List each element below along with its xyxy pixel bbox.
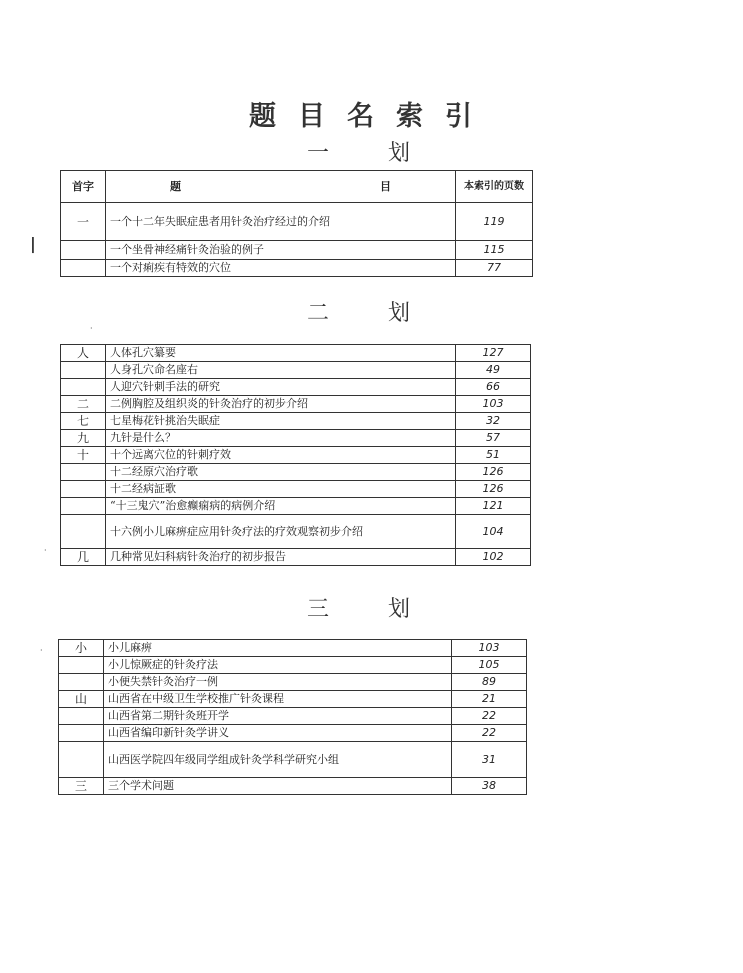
row-title: 十六例小儿麻痹症应用针灸疗法的疗效观察初步介绍 xyxy=(106,515,456,549)
section-heading-2: 二 划 xyxy=(307,301,436,326)
table-row xyxy=(59,691,527,708)
table-row xyxy=(61,498,531,515)
table-row xyxy=(61,260,533,277)
row-title: 几种常见妇科病针灸治疗的初步报告 xyxy=(106,549,456,566)
row-title: 一个对痢疾有特效的穴位 xyxy=(106,260,456,277)
row-page: 38 xyxy=(452,778,527,795)
row-page: 105 xyxy=(452,657,527,674)
row-first-char xyxy=(61,464,106,481)
row-title: 十二经病証歌 xyxy=(106,481,456,498)
row-title: 山西医学院四年级同学组成针灸学科学研究小组 xyxy=(104,742,452,778)
row-title: 九针是什么？ xyxy=(106,430,456,447)
row-first-char xyxy=(61,379,106,396)
header-first-char: 首字 xyxy=(61,171,106,203)
row-page: 126 xyxy=(456,481,531,498)
header-title xyxy=(106,171,456,203)
row-title: 十二经原穴治疗歌 xyxy=(106,464,456,481)
index-table-3 xyxy=(58,639,527,795)
row-page: 49 xyxy=(456,362,531,379)
row-title: 人体孔穴纂要 xyxy=(106,345,456,362)
row-page: 22 xyxy=(452,708,527,725)
page-title: 题目名索引 xyxy=(249,101,494,132)
row-title: 小儿麻痹 xyxy=(104,640,452,657)
row-first-char: 九 xyxy=(61,430,106,447)
row-title: 七星梅花针挑治失眠症 xyxy=(106,413,456,430)
row-page: 32 xyxy=(456,413,531,430)
row-first-char: 三 xyxy=(59,778,104,795)
table-row xyxy=(59,674,527,691)
row-first-char xyxy=(61,515,106,549)
row-page: 119 xyxy=(456,203,533,241)
table-row xyxy=(59,742,527,778)
row-title: 二例胸腔及组织炎的针灸治疗的初步介绍 xyxy=(106,396,456,413)
row-page: 115 xyxy=(456,241,533,260)
section-heading-1: 一 划 xyxy=(307,141,436,166)
row-first-char xyxy=(59,742,104,778)
table-row xyxy=(61,203,533,241)
row-first-char xyxy=(61,260,106,277)
row-title: 十个远离穴位的针刺疗效 xyxy=(106,447,456,464)
scan-mark: · xyxy=(90,324,93,333)
row-first-char: 一 xyxy=(61,203,106,241)
table-row xyxy=(59,657,527,674)
row-first-char xyxy=(61,481,106,498)
scan-mark: · xyxy=(40,646,43,655)
row-first-char: 七 xyxy=(61,413,106,430)
row-page: 51 xyxy=(456,447,531,464)
row-first-char xyxy=(59,657,104,674)
row-title: 一个十二年失眠症患者用针灸治疗经过的介绍 xyxy=(106,203,456,241)
row-page: 127 xyxy=(456,345,531,362)
index-table-2 xyxy=(60,344,531,566)
row-page: 57 xyxy=(456,430,531,447)
row-first-char: 山 xyxy=(59,691,104,708)
header-title-left: 题 xyxy=(170,179,181,193)
row-first-char: 几 xyxy=(61,549,106,566)
row-first-char xyxy=(59,708,104,725)
table-row xyxy=(59,778,527,795)
row-page: 31 xyxy=(452,742,527,778)
scan-mark: | xyxy=(30,234,36,253)
row-page: 121 xyxy=(456,498,531,515)
table-row xyxy=(61,241,533,260)
table-row xyxy=(61,481,531,498)
table-row xyxy=(61,396,531,413)
table-row xyxy=(61,345,531,362)
row-first-char xyxy=(61,498,106,515)
header-page: 本索引的页数 xyxy=(456,171,533,203)
row-page: 102 xyxy=(456,549,531,566)
row-page: 21 xyxy=(452,691,527,708)
table-row xyxy=(61,413,531,430)
table-row xyxy=(61,430,531,447)
section-heading-3: 三 划 xyxy=(307,597,436,622)
row-page: 126 xyxy=(456,464,531,481)
row-first-char xyxy=(61,241,106,260)
row-first-char: 人 xyxy=(61,345,106,362)
row-page: 22 xyxy=(452,725,527,742)
table-row xyxy=(61,549,531,566)
row-title: 山西省在中级卫生学校推广针灸课程 xyxy=(104,691,452,708)
row-title: 小便失禁针灸治疗一例 xyxy=(104,674,452,691)
row-first-char: 十 xyxy=(61,447,106,464)
index-table-1 xyxy=(60,170,533,277)
row-title: “十三鬼穴”治愈癫痫病的病例介绍 xyxy=(106,498,456,515)
table-row xyxy=(61,379,531,396)
header-title-right: 目 xyxy=(380,179,391,193)
row-first-char xyxy=(59,725,104,742)
row-first-char: 二 xyxy=(61,396,106,413)
scan-mark: · xyxy=(44,546,47,555)
table-row xyxy=(61,362,531,379)
table-row xyxy=(59,725,527,742)
row-title: 人身孔穴命名座右 xyxy=(106,362,456,379)
row-title: 一个坐骨神经痛针灸治验的例子 xyxy=(106,241,456,260)
row-page: 66 xyxy=(456,379,531,396)
row-title: 山西省编印新针灸学讲义 xyxy=(104,725,452,742)
table-row xyxy=(59,708,527,725)
row-first-char: 小 xyxy=(59,640,104,657)
table-row xyxy=(61,447,531,464)
row-page: 103 xyxy=(452,640,527,657)
row-first-char xyxy=(59,674,104,691)
row-page: 89 xyxy=(452,674,527,691)
row-page: 77 xyxy=(456,260,533,277)
row-title: 人迎穴针刺手法的研究 xyxy=(106,379,456,396)
row-title: 山西省第二期针灸班开学 xyxy=(104,708,452,725)
row-title: 三个学术问题 xyxy=(104,778,452,795)
row-first-char xyxy=(61,362,106,379)
table-row xyxy=(59,640,527,657)
table-row xyxy=(61,464,531,481)
table-row xyxy=(61,515,531,549)
row-page: 104 xyxy=(456,515,531,549)
table-header xyxy=(61,171,533,203)
row-page: 103 xyxy=(456,396,531,413)
row-title: 小儿惊厥症的针灸疗法 xyxy=(104,657,452,674)
